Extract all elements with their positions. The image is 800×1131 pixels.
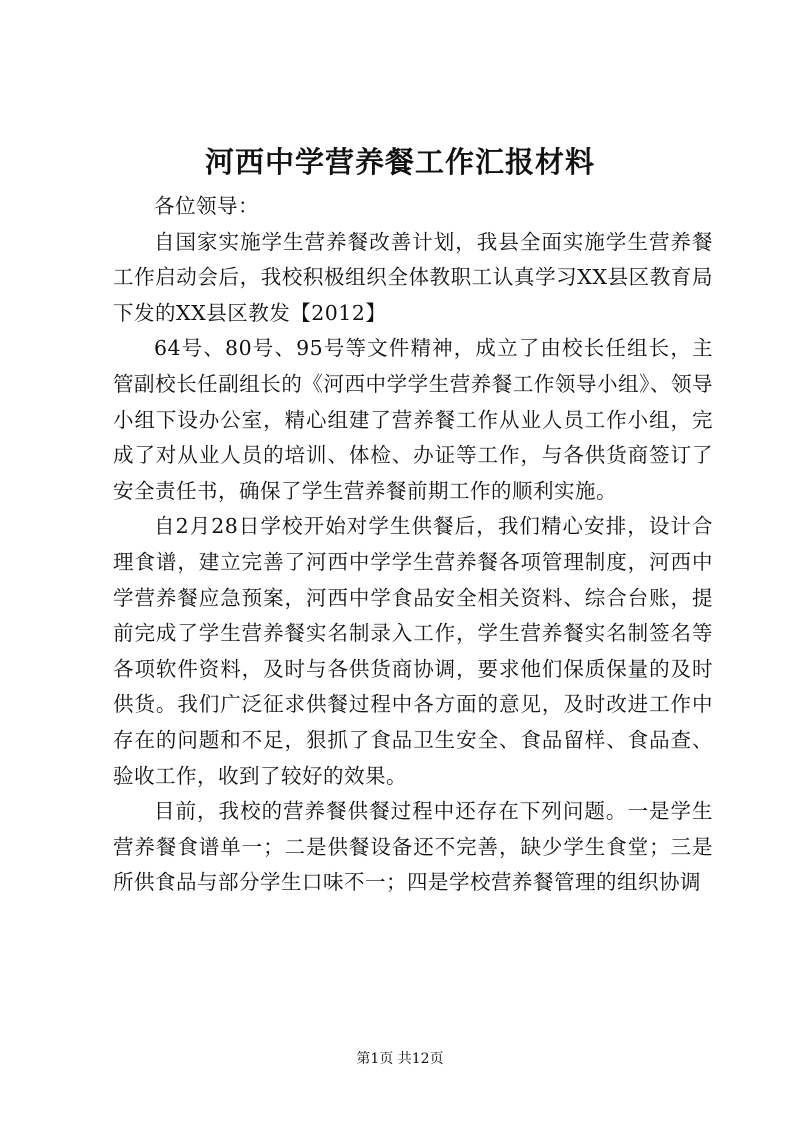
salutation: 各位领导： — [154, 194, 259, 218]
document-title: 河西中学营养餐工作汇报材料 — [204, 145, 595, 179]
paragraph: 目前，我校的营养餐供餐过程中还存在下列问题。一是学生营养餐食谱单一；二是供餐设备还不完善，缺少学生食堂；三是所供食品与部分学生口味不一；四是学校营养餐管理的组织协调 — [113, 799, 713, 895]
paragraph: 自国家实施学生营养餐改善计划，我县全面实施学生营养餐工作启动会后，我校积极组织全体教职工认真学习XX县区教育局下发的XX县区教发【2012】 — [113, 229, 713, 325]
document-body — [113, 189, 713, 901]
paragraph: 64号、80号、95号等文件精神，成立了由校长任组长，主管副校长任副组长的《河西中学学生营养餐工作领导小组》、领导小组下设办公室，精心组建了营养餐工作从业人员工作小组，完成了对从业人员的培训、体检、办证等工作，与各供货商签订了安全责任书，确保了学生营养餐前期工作的顺利实施。 — [113, 336, 713, 503]
paragraph: 自2月28日学校开始对学生供餐后，我们精心安排，设计合理食谱，建立完善了河西中学学生营养餐各项管理制度，河西中学营养餐应急预案，河西中学食品安全相关资料、综合台账，提前完成了学生营养餐实名制录入工作，学生营养餐实名制签名等各项软件资料，及时与各供货商协调，要求他们保质保量的及时供货。我们广泛征求供餐过程中各方面的意见，及时改进工作中存在的问题和不足，狠抓了食品卫生安全、食品留样、食品查、验收工作，收到了较好的效果。 — [113, 514, 713, 788]
page-number-footer: 第1页 共12页 — [356, 1051, 444, 1067]
